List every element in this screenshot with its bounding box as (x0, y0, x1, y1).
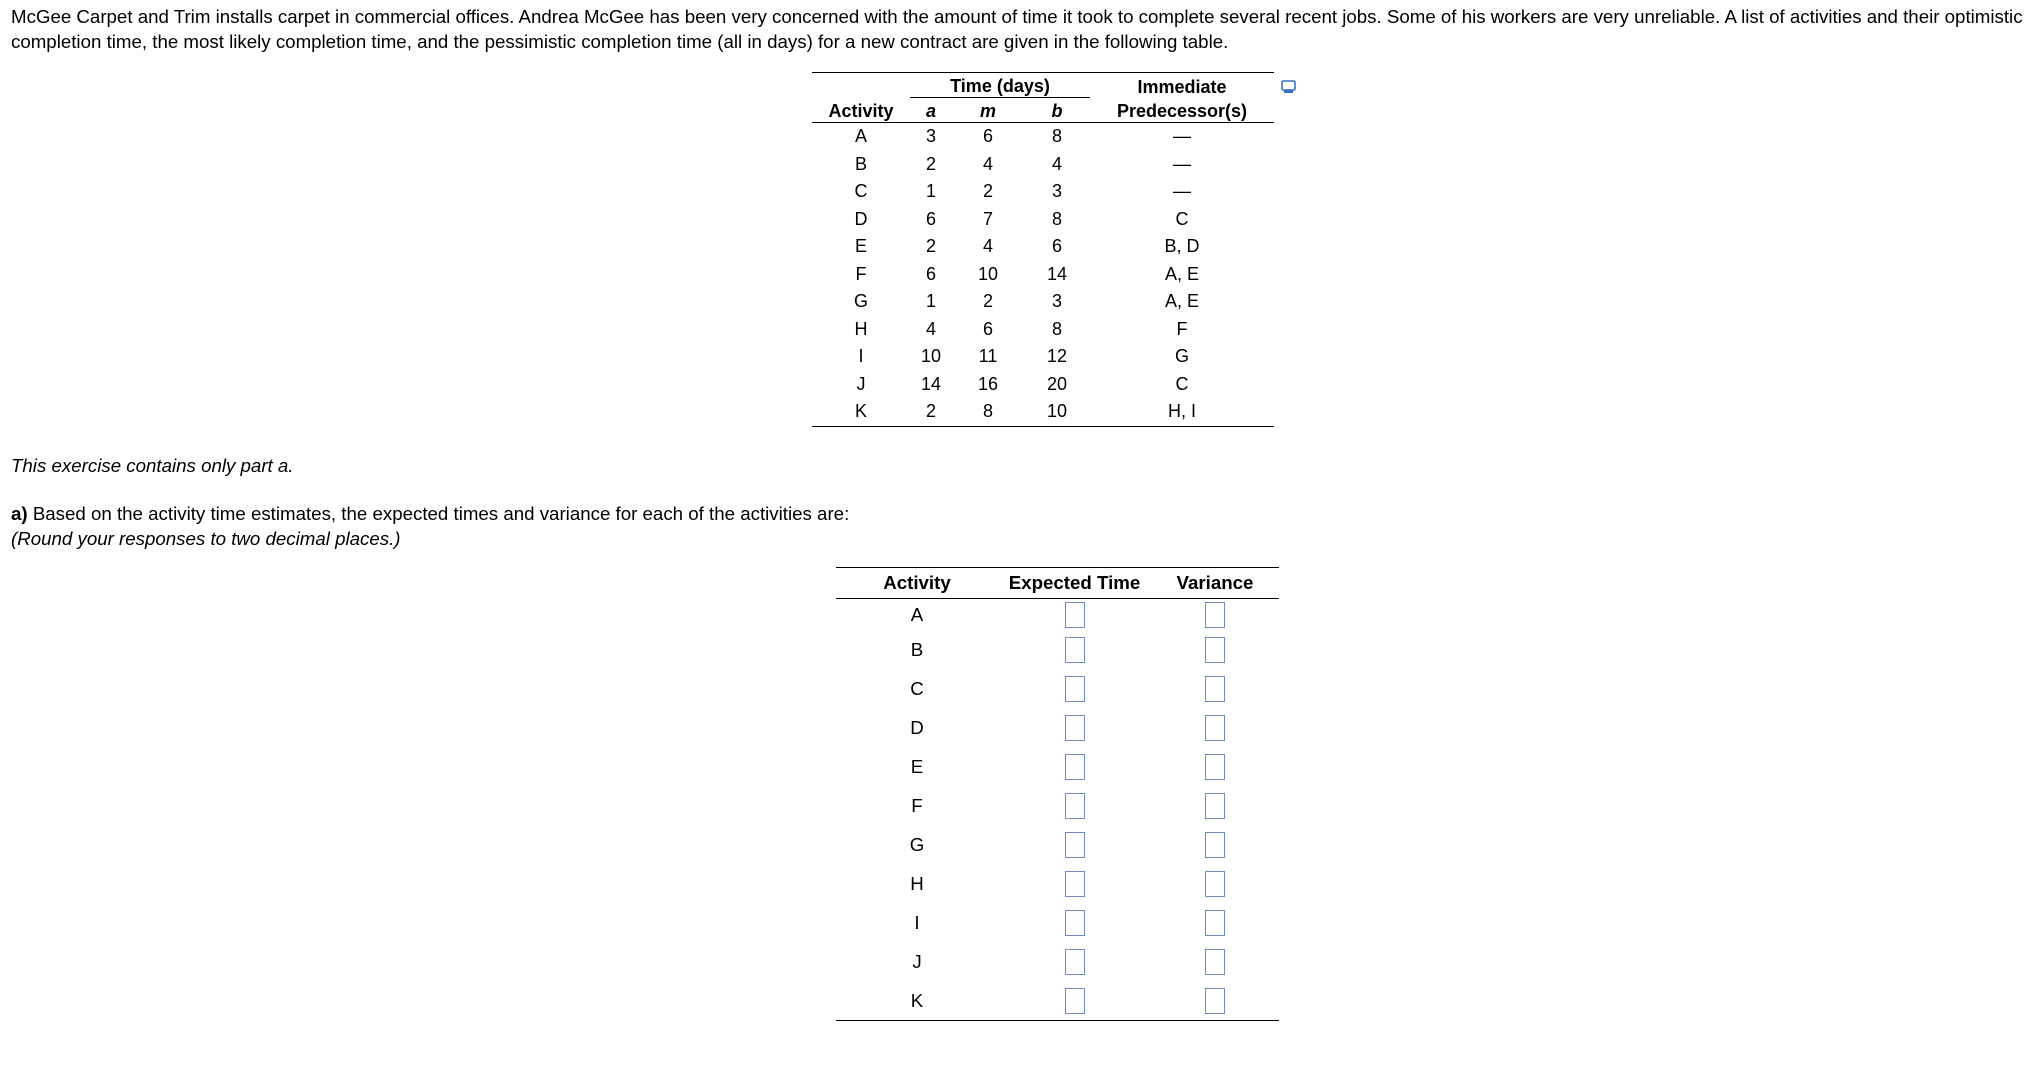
pessimistic-cell: 6 (1051, 236, 1062, 257)
pessimistic-cell: 12 (1046, 346, 1068, 367)
pessimistic-cell: 14 (1046, 263, 1068, 284)
answer-row (836, 864, 1279, 903)
time-days-header: Time (days) (910, 73, 1090, 98)
predecessor-cell: A, E (1164, 263, 1199, 284)
variance-input[interactable] (1205, 988, 1225, 1014)
variance-input-cell (1151, 747, 1279, 786)
variance-input-cell (1151, 981, 1279, 1021)
pessimistic-cell: 4 (1051, 153, 1062, 174)
activity-row (812, 288, 1274, 316)
expected-time-input-cell (998, 708, 1151, 747)
activity-cell: D (854, 208, 868, 229)
pessimistic-cell: 3 (1051, 181, 1062, 202)
expected-time-input-cell (998, 786, 1151, 825)
pessimistic-cell: 20 (1046, 373, 1068, 394)
most-likely-cell: 4 (982, 153, 993, 174)
expected-time-input[interactable] (1065, 676, 1085, 702)
answer-activity-cell: D (910, 716, 924, 738)
expected-time-input-cell (998, 669, 1151, 708)
activity-cell: A (854, 126, 867, 147)
optimistic-cell: 6 (925, 263, 936, 284)
most-likely-cell: 8 (952, 398, 1024, 426)
variance-input[interactable] (1205, 949, 1225, 975)
most-likely-cell: 7 (982, 208, 993, 229)
answer-activity-cell: C (910, 677, 924, 699)
pessimistic-cell: 3 (1051, 291, 1062, 312)
variance-input[interactable] (1205, 754, 1225, 780)
answer-row (836, 903, 1279, 942)
answer-activity-cell: J (912, 950, 922, 972)
answer-activity-header: Activity (836, 568, 998, 599)
variance-input-cell (1151, 630, 1279, 669)
expected-time-input[interactable] (1065, 793, 1085, 819)
activity-cell: C (854, 181, 868, 202)
pessimistic-cell: 10 (1024, 398, 1090, 426)
most-likely-cell: 11 (978, 346, 998, 367)
variance-input[interactable] (1205, 715, 1225, 741)
answer-row (836, 981, 1279, 1021)
optimistic-cell: 2 (925, 236, 936, 257)
pessimistic-cell: 8 (1051, 318, 1062, 339)
predecessor-cell: C (1175, 208, 1189, 229)
optimistic-header: a (910, 98, 952, 123)
expected-time-input[interactable] (1065, 871, 1085, 897)
answer-row (836, 747, 1279, 786)
activity-row (812, 123, 1274, 151)
variance-input[interactable] (1205, 637, 1225, 663)
expected-time-input-cell (998, 942, 1151, 981)
variance-input[interactable] (1205, 602, 1225, 628)
variance-input-cell (1151, 903, 1279, 942)
optimistic-cell: 6 (925, 208, 936, 229)
activity-row (812, 233, 1274, 261)
most-likely-cell: 16 (977, 373, 999, 394)
expected-time-input-cell (998, 981, 1151, 1021)
variance-input-cell (1151, 942, 1279, 981)
expected-time-input-cell (998, 864, 1151, 903)
predecessor-cell: — (1173, 126, 1191, 147)
predecessor-header-line1: Immediate (1090, 73, 1274, 98)
optimistic-cell: 2 (910, 398, 952, 426)
answer-row (836, 825, 1279, 864)
answer-row (836, 786, 1279, 825)
expected-time-input[interactable] (1065, 949, 1085, 975)
predecessor-cell: — (1173, 181, 1191, 202)
most-likely-cell: 6 (982, 126, 993, 147)
expected-time-input[interactable] (1065, 754, 1085, 780)
answer-activity-cell: H (910, 872, 924, 894)
answer-activity-cell: I (914, 911, 920, 933)
variance-input-cell (1151, 669, 1279, 708)
optimistic-cell: 1 (925, 291, 936, 312)
expected-time-input-cell (998, 903, 1151, 942)
part-a-question (11, 501, 849, 551)
expected-time-input[interactable] (1065, 988, 1085, 1014)
optimistic-cell: 3 (925, 126, 936, 147)
most-likely-cell: 10 (977, 263, 999, 284)
variance-input-cell (1151, 864, 1279, 903)
expected-time-input[interactable] (1065, 715, 1085, 741)
activity-row (812, 261, 1274, 289)
activity-row (812, 178, 1274, 206)
expected-time-input[interactable] (1065, 832, 1085, 858)
activity-time-table (812, 72, 1274, 427)
most-likely-header: m (952, 98, 1024, 123)
activity-cell: F (855, 263, 867, 284)
predecessor-cell: A, E (1164, 291, 1199, 312)
optimistic-cell: 4 (925, 318, 936, 339)
activity-header: Activity (812, 73, 910, 123)
expected-time-header: Expected Time (998, 568, 1151, 599)
part-a-text: Based on the activity time estimates, the expected times and variance for each of the activities are: (27, 503, 850, 524)
variance-header: Variance (1151, 568, 1279, 599)
activity-cell: H (854, 318, 868, 339)
activity-cell: K (812, 398, 910, 426)
activity-cell: J (856, 373, 866, 394)
answer-activity-cell: F (911, 794, 923, 816)
expected-time-input[interactable] (1065, 637, 1085, 663)
predecessor-cell: H, I (1090, 398, 1274, 426)
expected-time-input-cell (998, 825, 1151, 864)
answer-activity-cell: E (910, 755, 924, 777)
predecessor-header-line2: Predecessor(s) (1090, 98, 1274, 123)
pessimistic-header: b (1024, 98, 1090, 123)
variance-input[interactable] (1205, 871, 1225, 897)
copy-to-clipboard-icon[interactable] (1281, 80, 1297, 94)
activity-row (812, 371, 1274, 399)
answer-table (836, 567, 1279, 1021)
answer-row (836, 599, 1279, 631)
variance-input[interactable] (1205, 676, 1225, 702)
answer-activity-cell: K (836, 981, 998, 1021)
predecessor-cell: G (1174, 346, 1189, 367)
rounding-note: (Round your responses to two decimal places.) (11, 528, 401, 549)
activity-cell: E (854, 236, 867, 257)
predecessor-cell: — (1173, 153, 1191, 174)
most-likely-cell: 6 (982, 318, 993, 339)
optimistic-cell: 14 (920, 373, 942, 394)
expected-time-input[interactable] (1065, 910, 1085, 936)
variance-input-cell (1151, 599, 1279, 631)
optimistic-cell: 1 (925, 181, 936, 202)
activity-cell: G (853, 291, 868, 312)
most-likely-cell: 2 (982, 181, 993, 202)
answer-activity-cell: G (909, 833, 925, 855)
most-likely-cell: 2 (982, 291, 993, 312)
answer-row (836, 669, 1279, 708)
variance-input[interactable] (1205, 793, 1225, 819)
pessimistic-cell: 8 (1051, 126, 1062, 147)
answer-row (836, 708, 1279, 747)
variance-input[interactable] (1205, 832, 1225, 858)
problem-intro: McGee Carpet and Trim installs carpet in commercial offices. Andrea McGee has been very concerned with the amount of time it took to complete several recent jobs. Some of his workers are very unreliable. A list of activities and their optimistic completion time, the most likely completion time, and the pessimistic completion time (all in days) for a new contract are given in the following table. (11, 6, 2023, 52)
variance-input-cell (1151, 825, 1279, 864)
activity-cell: B (854, 153, 867, 174)
exercise-note: This exercise contains only part a. (11, 455, 294, 476)
predecessor-cell: B, D (1164, 236, 1200, 257)
activity-row (812, 151, 1274, 179)
most-likely-cell: 4 (982, 236, 993, 257)
answer-activity-cell: A (910, 603, 924, 625)
answer-activity-cell: B (910, 638, 924, 660)
activity-row (812, 343, 1274, 371)
answer-row (836, 630, 1279, 669)
expected-time-input-cell (998, 599, 1151, 631)
variance-input[interactable] (1205, 910, 1225, 936)
pessimistic-cell: 8 (1051, 208, 1062, 229)
expected-time-input-cell (998, 630, 1151, 669)
variance-input-cell (1151, 708, 1279, 747)
predecessor-cell: F (1176, 318, 1188, 339)
expected-time-input[interactable] (1065, 602, 1085, 628)
activity-row (812, 316, 1274, 344)
activity-row (812, 398, 1274, 426)
activity-row (812, 206, 1274, 234)
optimistic-cell: 10 (920, 346, 942, 367)
activity-cell: I (858, 346, 864, 367)
answer-row (836, 942, 1279, 981)
part-a-label: a) (11, 503, 28, 524)
variance-input-cell (1151, 786, 1279, 825)
optimistic-cell: 2 (925, 153, 936, 174)
predecessor-cell: C (1175, 373, 1189, 394)
expected-time-input-cell (998, 747, 1151, 786)
